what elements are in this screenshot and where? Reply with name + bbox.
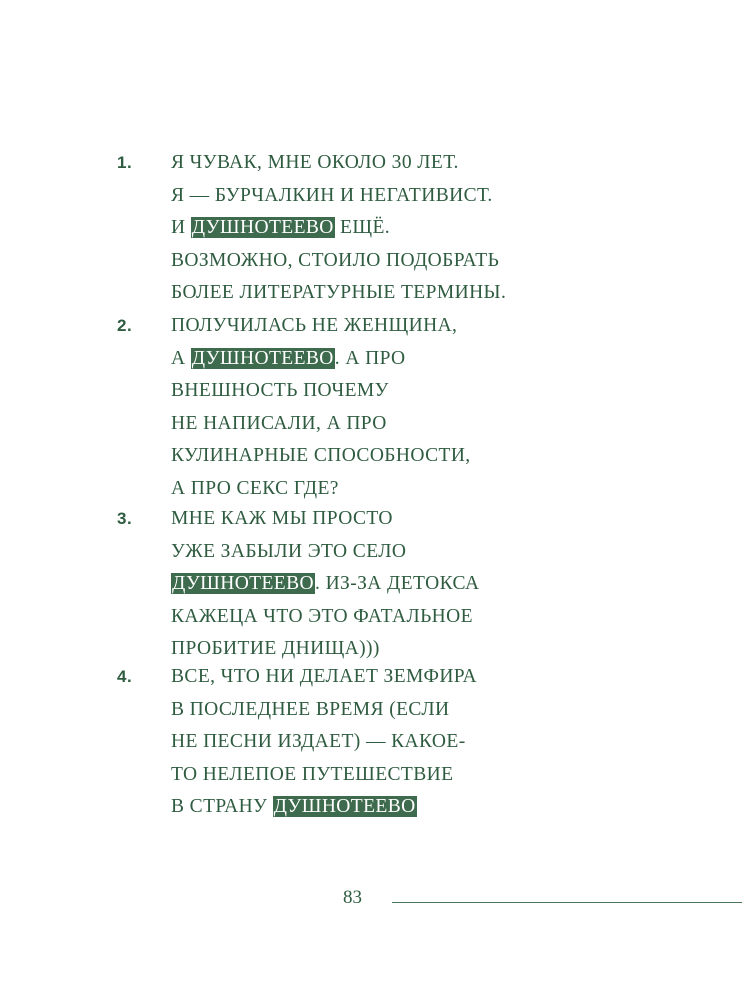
- item-text: [171, 147, 506, 310]
- item-number: 1.: [117, 153, 133, 172]
- text-line: НЕ ПЕСНИ ИЗДАЕТ) — КАКОЕ-: [171, 731, 466, 752]
- text-line: ТО НЕЛЕПОЕ ПУТЕШЕСТВИЕ: [171, 763, 454, 785]
- text-line: КАЖЕЦА ЧТО ЭТО ФАТАЛЬНОЕ: [171, 605, 473, 627]
- item-text: [171, 661, 477, 824]
- text-line: [171, 343, 471, 376]
- text-line: БОЛЕЕ ЛИТЕРАТУРНЫЕ ТЕРМИНЫ.: [171, 282, 507, 303]
- text-fragment: И: [171, 217, 191, 238]
- text-line: Я — БУРЧАЛКИН И НЕГАТИВИСТ.: [171, 184, 493, 206]
- text-fragment: А: [171, 347, 191, 369]
- highlighted-word: ДУШНОТЕЕВО: [191, 347, 334, 369]
- text-line: ВСЕ, ЧТО НИ ДЕЛАЕТ ЗЕМФИРА: [171, 666, 478, 687]
- text-fragment: . ИЗ-ЗА ДЕТОКСА: [315, 573, 480, 594]
- highlighted-word: ДУШНОТЕЕВО: [172, 573, 315, 594]
- text-line: ПРОБИТИЕ ДНИЩА))): [171, 638, 380, 659]
- item-number: 3.: [117, 509, 133, 528]
- footer-divider: [392, 902, 742, 903]
- page-number: 83: [343, 887, 362, 908]
- item-number: 2.: [117, 316, 133, 335]
- text-line: ВОЗМОЖНО, СТОИЛО ПОДОБРАТЬ: [171, 249, 500, 271]
- text-line: УЖЕ ЗАБЫЛИ ЭТО СЕЛО: [171, 540, 407, 562]
- highlighted-word: ДУШНОТЕЕВО: [191, 217, 334, 238]
- text-line: А ПРО СЕКС ГДЕ?: [171, 477, 339, 499]
- text-line: КУЛИНАРНЫЕ СПОСОБНОСТИ,: [171, 445, 471, 466]
- text-line: ПОЛУЧИЛАСЬ НЕ ЖЕНЩИНА,: [171, 315, 458, 336]
- text-fragment: ЕЩЁ.: [334, 217, 391, 238]
- text-fragment: . А ПРО: [334, 347, 406, 369]
- item-number: 4.: [117, 667, 133, 686]
- text-line: НЕ НАПИСАЛИ, А ПРО: [171, 412, 387, 434]
- text-line: МНЕ КАЖ МЫ ПРОСТО: [171, 508, 393, 529]
- text-line: [171, 791, 477, 824]
- text-line: В ПОСЛЕДНЕЕ ВРЕМЯ (ЕСЛИ: [171, 698, 450, 720]
- text-fragment: В СТРАНУ: [171, 796, 273, 817]
- text-line: ВНЕШНОСТЬ ПОЧЕМУ: [171, 380, 389, 401]
- item-text: [171, 310, 471, 505]
- highlighted-word: ДУШНОТЕЕВО: [273, 796, 416, 817]
- text-line: Я ЧУВАК, МНЕ ОКОЛО 30 ЛЕТ.: [171, 152, 459, 173]
- text-line: [171, 212, 506, 245]
- item-text: [171, 503, 479, 666]
- text-line: [171, 568, 479, 601]
